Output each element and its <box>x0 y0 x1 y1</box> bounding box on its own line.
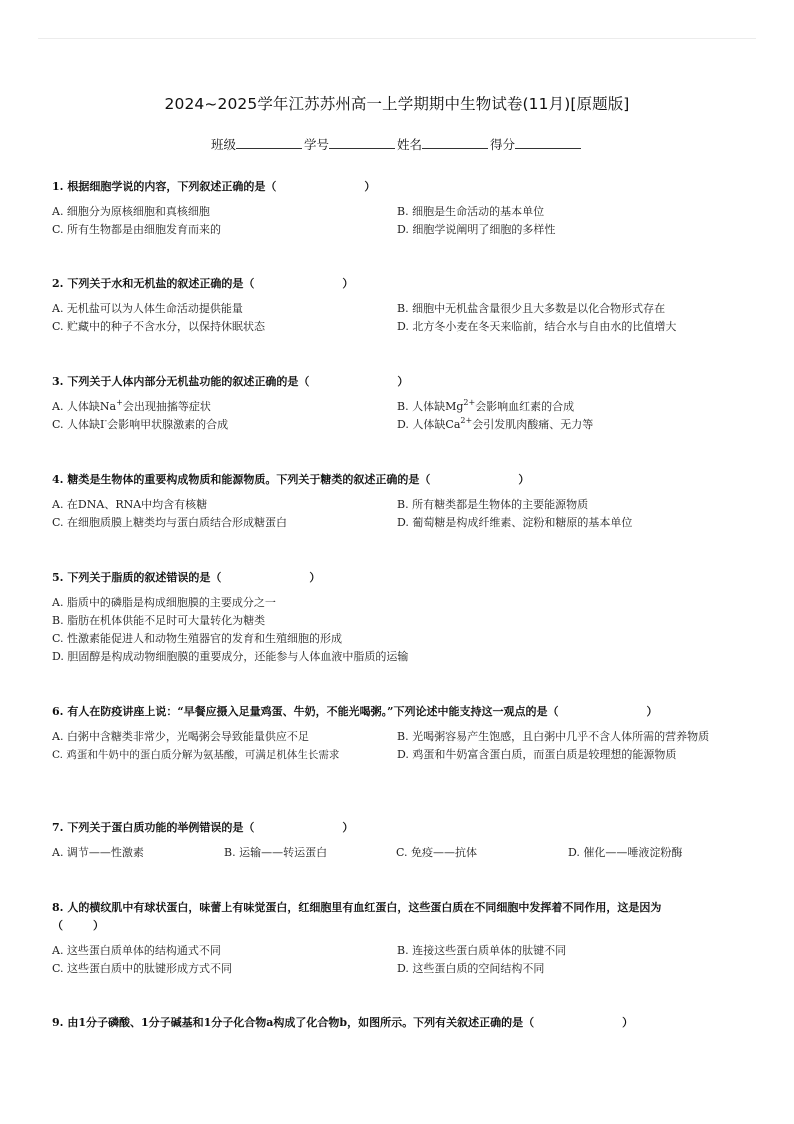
option-a[interactable]: A. 无机盐可以为人体生命活动提供能量 <box>52 302 243 315</box>
question-6 <box>52 703 742 764</box>
option-a[interactable]: A. 白粥中含糖类非常少，光喝粥会导致能量供应不足 <box>52 730 309 743</box>
option-d[interactable]: D. 北方冬小麦在冬天来临前，结合水与自由水的比值增大 <box>397 320 677 333</box>
question-stem: 9. 由1分子磷酸、1分子碱基和1分子化合物a构成了化合物b，如图所示。下列有关叙述正确的是（ ） <box>52 1016 634 1029</box>
name-field: 姓名 <box>397 135 490 153</box>
question-4 <box>52 471 742 532</box>
option-a[interactable]: A. 这些蛋白质单体的结构通式不同 <box>52 944 221 957</box>
page-title: 2024~2025学年江苏苏州高一上学期期中生物试卷(11月)[原题版] <box>164 95 630 113</box>
option-b[interactable]: B. 运输——转运蛋白 <box>224 846 328 859</box>
class-blank[interactable] <box>236 136 302 149</box>
option-d[interactable]: D. 鸡蛋和牛奶富含蛋白质，而蛋白质是较理想的能源物质 <box>397 748 677 761</box>
option-d[interactable]: D. 细胞学说阐明了细胞的多样性 <box>397 223 556 236</box>
question-5 <box>52 569 742 666</box>
option-b[interactable]: B. 光喝粥容易产生饱感，且白粥中几乎不含人体所需的营养物质 <box>397 730 710 743</box>
student-number-field: 学号 <box>304 135 397 153</box>
question-stem: 2. 下列关于水和无机盐的叙述正确的是（ ） <box>52 277 354 290</box>
option-b[interactable]: B. 连接这些蛋白质单体的肽键不同 <box>397 944 567 957</box>
option-a[interactable]: A. 人体缺Na+会出现抽搐等症状 <box>52 398 211 413</box>
question-3 <box>52 373 742 434</box>
option-d[interactable]: D. 人体缺$Ca^{2+}$会引发肌肉酸痛、无力等 <box>397 416 594 431</box>
question-stem: 8. 人的横纹肌中有球状蛋白，味蕾上有味觉蛋白，红细胞里有血红蛋白，这些蛋白质在不同细胞中发挥着不同作用，这是因为 <box>52 901 662 914</box>
student-number-blank[interactable] <box>329 136 395 149</box>
option-b[interactable]: B. 细胞中无机盐含量很少且大多数是以化合物形式存在 <box>397 302 666 315</box>
option-c[interactable]: C. 在细胞质膜上糖类均与蛋白质结合形成糖蛋白 <box>52 516 288 529</box>
top-divider <box>38 38 756 39</box>
option-a[interactable]: A. 脂质中的磷脂是构成细胞膜的主要成分之一 <box>52 596 276 609</box>
option-b[interactable]: B. 细胞是生命活动的基本单位 <box>397 205 545 218</box>
option-b[interactable]: B. 脂肪在机体供能不足时可大量转化为糖类 <box>52 614 266 627</box>
question-stem: 3. 下列关于人体内部分无机盐功能的叙述正确的是（ ） <box>52 375 409 388</box>
option-d[interactable]: D. 葡萄糖是构成纤维素、淀粉和糖原的基本单位 <box>397 516 633 529</box>
option-b[interactable]: B. 所有糖类都是生物体的主要能源物质 <box>397 498 589 511</box>
student-info-line <box>0 135 794 153</box>
question-8 <box>52 899 742 978</box>
question-2 <box>52 275 742 336</box>
option-d[interactable]: D. 胆固醇是构成动物细胞膜的重要成分，还能参与人体血液中脂质的运输 <box>52 650 409 663</box>
class-field: 班级 <box>211 135 304 153</box>
question-stem-continued: （ ） <box>52 919 104 932</box>
name-blank[interactable] <box>422 136 488 149</box>
option-d[interactable]: D. 催化——唾液淀粉酶 <box>568 846 683 859</box>
question-9 <box>52 1014 742 1032</box>
question-1 <box>52 178 742 239</box>
score-blank[interactable] <box>515 136 581 149</box>
option-d[interactable]: D. 这些蛋白质的空间结构不同 <box>397 962 545 975</box>
option-a[interactable]: A. 细胞分为原核细胞和真核细胞 <box>52 205 210 218</box>
option-a[interactable]: A. 调节——性激素 <box>52 846 144 859</box>
score-field: 得分 <box>490 135 583 153</box>
question-stem: 7. 下列关于蛋白质功能的举例错误的是（ ） <box>52 821 354 834</box>
option-c[interactable]: C. 人体缺I-会影响甲状腺激素的合成 <box>52 416 229 431</box>
option-c[interactable]: C. 鸡蛋和牛奶中的蛋白质分解为氨基酸，可满足机体生长需求 <box>52 749 340 761</box>
question-stem: 1. 根据细胞学说的内容，下列叙述正确的是（ ） <box>52 180 376 193</box>
option-c[interactable]: C. 性激素能促进人和动物生殖器官的发育和生殖细胞的形成 <box>52 632 343 645</box>
option-b[interactable]: B. 人体缺$Mg^{2+}$会影响血红素的合成 <box>397 398 575 413</box>
option-c[interactable]: C. 这些蛋白质中的肽键形成方式不同 <box>52 962 233 975</box>
option-c[interactable]: C. 免疫——抗体 <box>396 846 478 859</box>
question-stem: 6. 有人在防疫讲座上说：“早餐应摄入足量鸡蛋、牛奶，不能光喝粥。”下列论述中能支持这一观点的是（ ） <box>52 705 658 718</box>
option-c[interactable]: C. 贮藏中的种子不含水分，以保持休眠状态 <box>52 320 266 333</box>
question-7 <box>52 819 742 862</box>
option-a[interactable]: A. 在DNA、RNA中均含有核糖 <box>52 498 208 511</box>
question-stem: 4. 糖类是生物体的重要构成物质和能源物质。下列关于糖类的叙述正确的是（ ） <box>52 473 530 486</box>
question-stem: 5. 下列关于脂质的叙述错误的是（ ） <box>52 571 321 584</box>
option-c[interactable]: C. 所有生物都是由细胞发育而来的 <box>52 223 222 236</box>
